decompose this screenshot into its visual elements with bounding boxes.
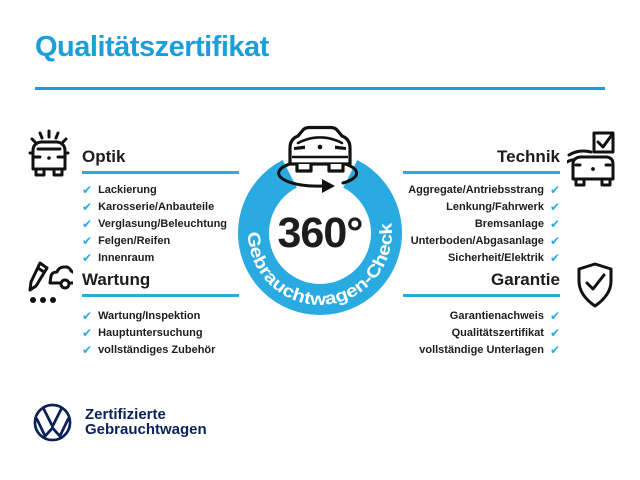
checklist-item: ✔ Unterboden/Abgasanlage xyxy=(410,234,560,248)
check-icon: ✔ xyxy=(82,343,93,357)
section-title: Wartung xyxy=(82,270,151,289)
pen-car-checklist-icon xyxy=(23,259,73,311)
brand-line2: Gebrauchtwagen xyxy=(85,421,207,438)
check-icon: ✔ xyxy=(82,326,93,340)
check-icon: ✔ xyxy=(549,200,560,214)
section-title: Optik xyxy=(82,147,126,166)
360-check-ring xyxy=(225,112,415,322)
check-icon: ✔ xyxy=(82,234,93,248)
check-icon: ✔ xyxy=(549,183,560,197)
section-technik xyxy=(403,147,560,267)
car-front-lights-icon xyxy=(26,129,72,177)
checklist xyxy=(82,182,239,267)
checklist-item: ✔ vollständiges Zubehör xyxy=(82,343,216,357)
shield-check-icon xyxy=(574,261,616,311)
vw-logo-icon xyxy=(33,403,72,442)
checklist-item: ✔ Hauptuntersuchung xyxy=(82,326,203,340)
checklist-item: ✔ Aggregate/Antriebsstrang xyxy=(408,183,560,197)
checklist xyxy=(82,308,239,359)
check-icon: ✔ xyxy=(82,200,93,214)
check-icon: ✔ xyxy=(549,234,560,248)
checklist-item: ✔ Felgen/Reifen xyxy=(82,234,171,248)
page-title: Qualitätszertifikat xyxy=(35,31,269,63)
check-icon: ✔ xyxy=(549,343,560,357)
car-front xyxy=(290,128,350,172)
section-title: Garantie xyxy=(491,270,560,289)
check-icon: ✔ xyxy=(549,309,560,323)
check-icon: ✔ xyxy=(82,183,93,197)
checklist-item: ✔ Lackierung xyxy=(82,183,157,197)
checklist xyxy=(403,182,560,267)
section-underline xyxy=(82,294,239,297)
section-underline xyxy=(403,171,560,174)
ring-label-text: Gebrauchtwagen-Check xyxy=(243,224,397,309)
checklist-item: ✔ Bremsanlage xyxy=(474,217,560,231)
check-icon: ✔ xyxy=(82,309,93,323)
check-icon: ✔ xyxy=(549,217,560,231)
brand-wordmark xyxy=(85,407,207,437)
section-wartung xyxy=(82,270,239,359)
check-icon: ✔ xyxy=(549,251,560,265)
checklist-item: ✔ Sicherheit/Elektrik xyxy=(447,251,560,265)
checklist-item: ✔ Wartung/Inspektion xyxy=(82,309,201,323)
section-optik xyxy=(82,147,239,267)
checklist-item: ✔ vollständige Unterlagen xyxy=(419,343,560,357)
check-icon: ✔ xyxy=(549,326,560,340)
check-icon: ✔ xyxy=(82,217,93,231)
checklist-item: ✔ Garantienachweis xyxy=(449,309,560,323)
checklist-item: ✔ Qualitätszertifikat xyxy=(451,326,560,340)
section-underline xyxy=(82,171,239,174)
section-garantie xyxy=(403,270,560,359)
checklist-item: ✔ Innenraum xyxy=(82,251,155,265)
brand-line1: Zertifizierte xyxy=(85,406,166,423)
check-icon: ✔ xyxy=(82,251,93,265)
checklist xyxy=(403,308,560,359)
checklist-item: ✔ Lenkung/Fahrwerk xyxy=(446,200,560,214)
section-title: Technik xyxy=(497,147,560,166)
car-checkbox-icon xyxy=(567,131,617,189)
title-divider xyxy=(35,87,605,90)
section-underline xyxy=(403,294,560,297)
degrees-label: 360° xyxy=(277,209,363,257)
checklist-item: ✔ Karosserie/Anbauteile xyxy=(82,200,215,214)
checklist-item: ✔ Verglasung/Beleuchtung xyxy=(82,217,228,231)
